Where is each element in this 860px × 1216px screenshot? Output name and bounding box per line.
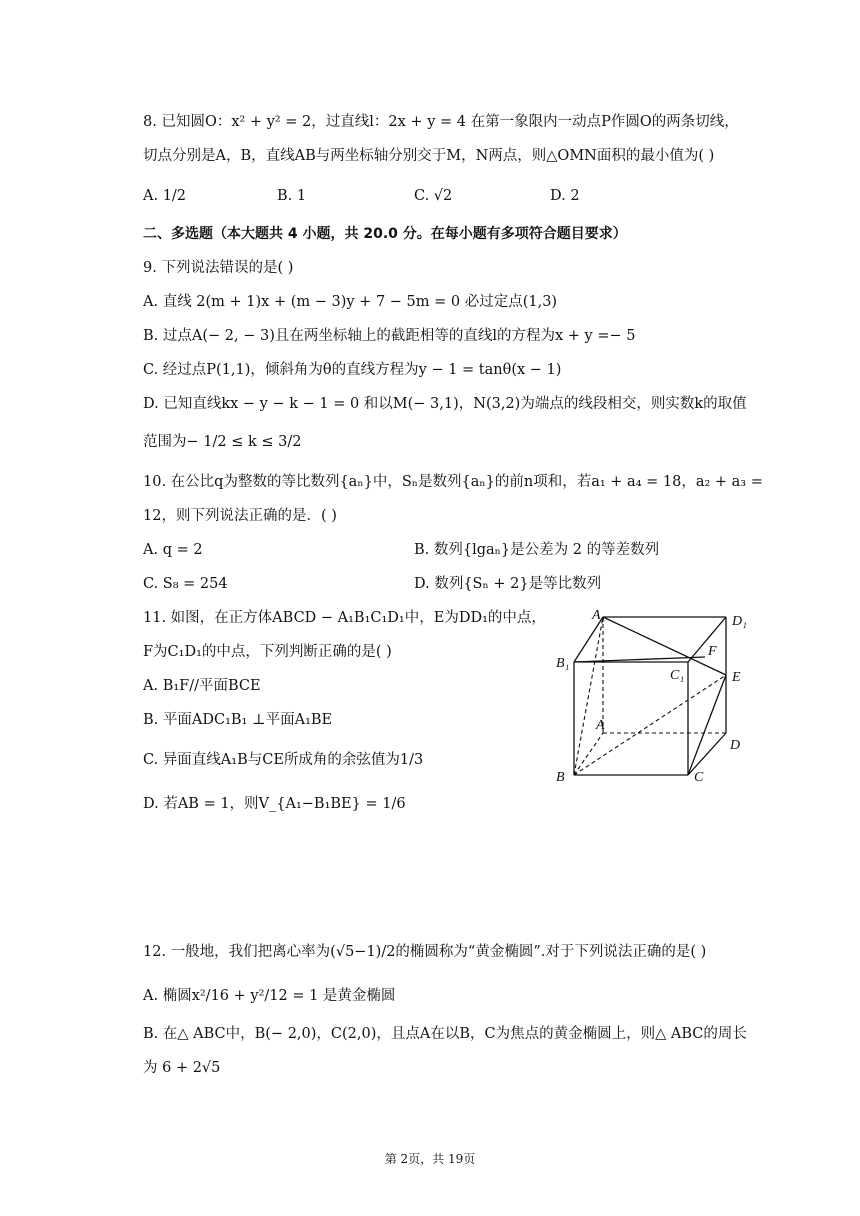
label-f: F xyxy=(708,644,717,659)
cube-figure xyxy=(548,605,758,785)
label-c1: C₁ xyxy=(670,668,685,683)
q8-option-c: C. √2 xyxy=(414,188,453,204)
q9-option-a: A. 直线 2(m + 1)x + (m − 3)y + 7 − 5m = 0 必过定点(1,3) xyxy=(143,294,558,310)
q9-stem: 9. 下列说法错误的是( ) xyxy=(143,260,294,276)
label-d: D xyxy=(730,738,741,753)
label-c: C xyxy=(694,770,704,785)
q9-option-d-line1: D. 已知直线kx − y − k − 1 = 0 和以M(− 3,1)，N(3,2)为端点的线段相交，则实数k的取值 xyxy=(143,396,747,412)
q8-line1: 8. 已知圆O：x² + y² = 2，过直线l：2x + y = 4 在第一象限内一动点P作圆O的两条切线， xyxy=(143,114,739,130)
q8-line2: 切点分别是A，B，直线AB与两坐标轴分别交于M，N两点，则△OMN面积的最小值为( ) xyxy=(143,148,715,164)
q8-option-a: A. 1/2 xyxy=(143,188,187,204)
q10-option-a: A. q = 2 xyxy=(143,542,203,558)
label-e: E xyxy=(732,670,741,685)
q9-option-b: B. 过点A(− 2, − 3)且在两坐标轴上的截距相等的直线l的方程为x + y =− 5 xyxy=(143,328,636,344)
q11-option-d: D. 若AB = 1，则V_{A₁−B₁BE} = 1/6 xyxy=(143,796,406,812)
q11-option-c: C. 异面直线A₁B与CE所成角的余弦值为1/3 xyxy=(143,752,424,768)
q8-option-d: D. 2 xyxy=(550,188,580,204)
q9-option-c: C. 经过点P(1,1)，倾斜角为θ的直线方程为y − 1 = tanθ(x − 1) xyxy=(143,362,562,378)
q10-line1: 10. 在公比q为整数的等比数列{aₙ}中，Sₙ是数列{aₙ}的前n项和，若a₁ + a₄ = 18，a₂ + a₃ = xyxy=(143,474,763,490)
q12-option-b-line1: B. 在△ ABC中，B(− 2,0)，C(2,0)，且点A在以B，C为焦点的黄金椭圆上，则△ ABC的周长 xyxy=(143,1026,747,1042)
q10-option-c: C. S₈ = 254 xyxy=(143,576,228,592)
q12-line1: 12. 一般地，我们把离心率为(√5−1)/2的椭圆称为“黄金椭圆”.对于下列说法正确的是( ) xyxy=(143,944,707,960)
label-a: A xyxy=(596,718,605,733)
q8-option-b: B. 1 xyxy=(277,188,307,204)
q12-option-a: A. 椭圆x²/16 + y²/12 = 1 是黄金椭圆 xyxy=(143,988,396,1004)
q12-option-b-line2: 为 6 + 2√5 xyxy=(143,1060,221,1076)
label-b: B xyxy=(556,770,565,785)
q11-option-b: B. 平面ADC₁B₁ ⊥平面A₁BE xyxy=(143,712,333,728)
q11-line1: 11. 如图，在正方体ABCD − A₁B₁C₁D₁中，E为DD₁的中点， xyxy=(143,610,546,626)
section-heading: 二、多选题（本大题共 4 小题，共 20.0 分。在每小题有多项符合题目要求） xyxy=(143,226,627,242)
q10-line2: 12，则下列说法正确的是．( ) xyxy=(143,508,337,524)
label-a1: A₁ xyxy=(592,608,606,623)
page-footer: 第 2页，共 19页 xyxy=(384,1152,476,1166)
label-d1: D₁ xyxy=(732,614,747,629)
q10-option-b: B. 数列{lgaₙ}是公差为 2 的等差数列 xyxy=(414,542,660,558)
q11-line2: F为C₁D₁的中点，下列判断正确的是( ) xyxy=(143,644,392,660)
label-b1: B₁ xyxy=(556,656,570,671)
q9-option-d-line2: 范围为− 1/2 ≤ k ≤ 3/2 xyxy=(143,434,302,450)
q11-option-a: A. B₁F//平面BCE xyxy=(143,678,261,694)
q10-option-d: D. 数列{Sₙ + 2}是等比数列 xyxy=(414,576,602,592)
